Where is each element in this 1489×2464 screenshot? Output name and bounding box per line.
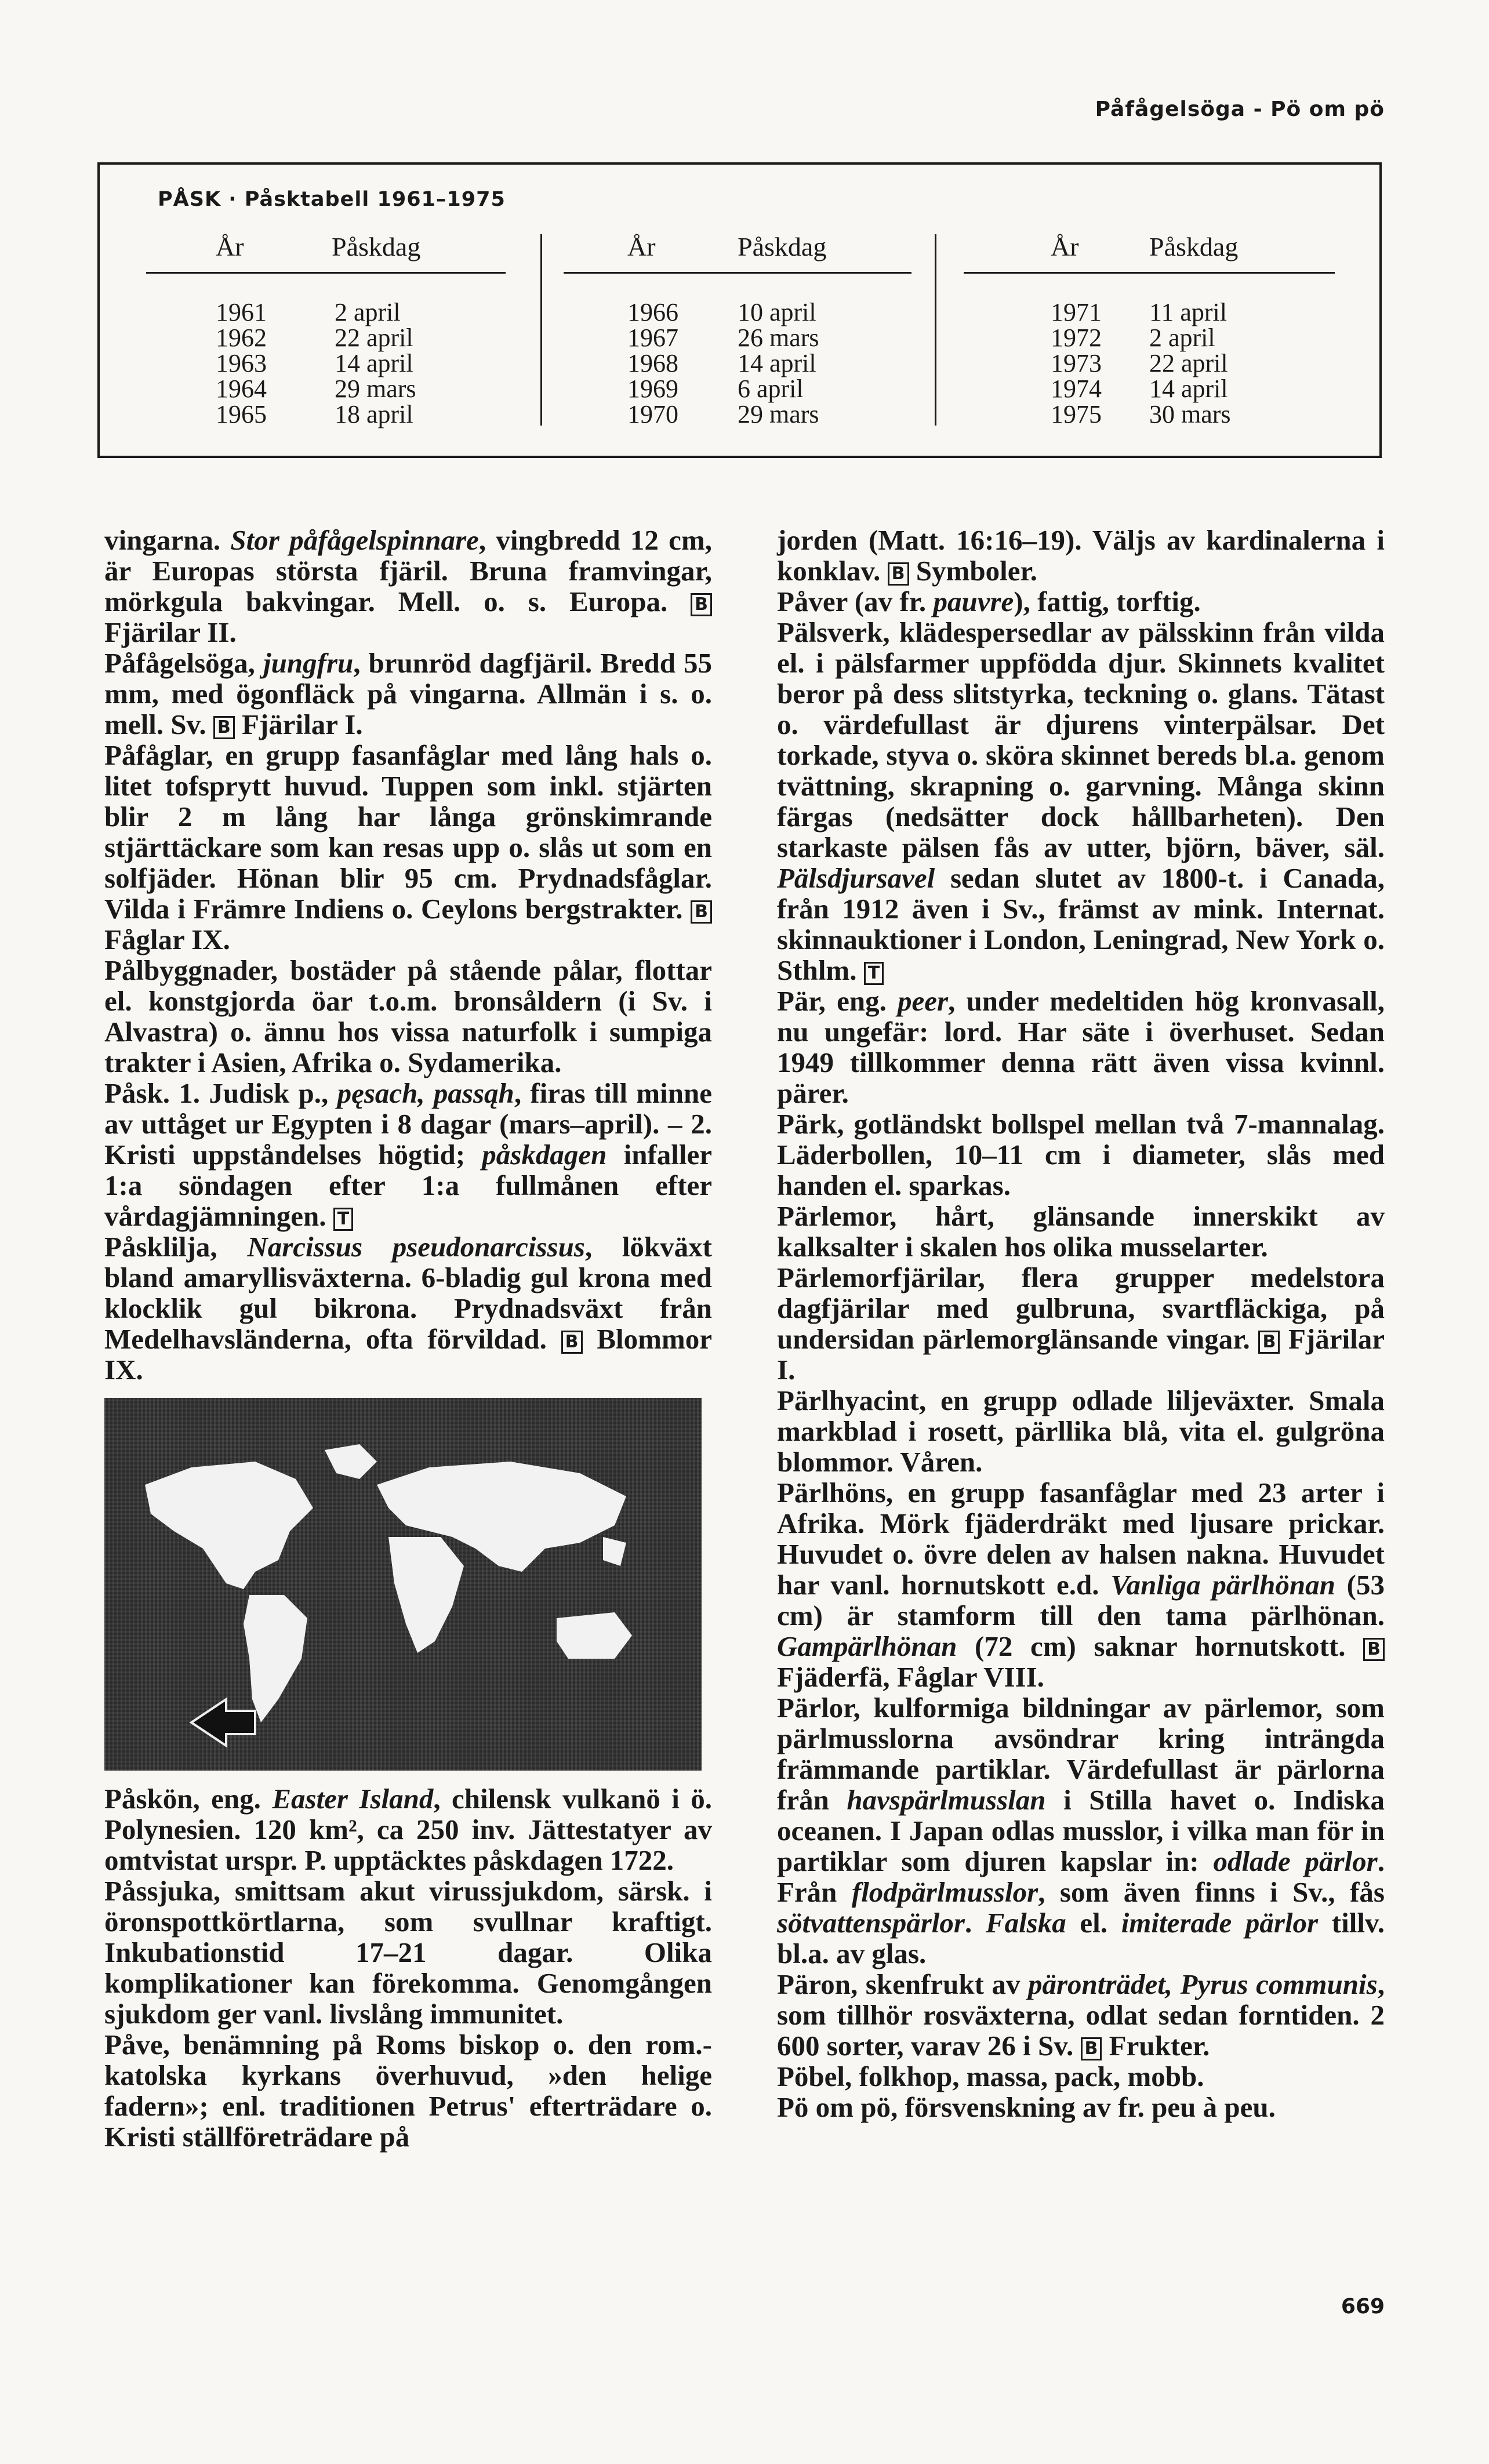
left-column [104, 525, 712, 2152]
dict-entry: Pålbyggnader, bostäder på stående pålar, flottar el. konstgjorda öar t.o.m. bronsåldern (i Sv. i Alvastra) o. ännu hos vissa naturfolk i sumpiga trakter i Asien, Afrika o. Sydamerika. [104, 954, 712, 1078]
easter-table [97, 162, 1382, 458]
dict-entry: Pärlhyacint, en grupp odlade liljeväxter. Smala markblad i rosett, pärllika blå, vita el. gulgröna blommor. Våren. [777, 1384, 1385, 1478]
table-title: PÅSK · Påsktabell 1961–1975 [158, 188, 506, 211]
dict-entry: vingarna. Stor påfågelspinnare, vingbredd 12 cm, är Europas största fjäril. Bruna framvingar, mörkgula bakvingar. Mell. o. s. Europa. B Fjärilar II. [104, 524, 712, 648]
dict-entry: Påfåglar, en grupp fasanfåglar med lång hals o. litet tofsprytt huvud. Tuppen som inkl. stjärten blir 2 m lång har långa grönskimrande stjärttäckare som kan resas upp o. slås ut som en solfjäder. Hönan blir 95 cm. Prydnadsfåglar. Vilda i Främre Indiens o. Ceylons bergstrakter. B Fåglar IX. [104, 739, 712, 955]
col-year-header: År [1051, 232, 1079, 261]
dict-entry: Pälsverk, klädespersedlar av pälsskinn från vilda el. i pälsfarmer uppfödda djur. Skinnets kvalitet beror på dess slitstyrka, teckning o. glans. Tätast o. värdefullast är djurens vinterpälsar. Det torkade, styva o. sköra skinnet bereds bl.a. genom tvättning, skrapning o. garvning. Många skinn färgas (nedsätter dock hållbarheten). Den starkaste pälsen fås av utter, björn, bäver, säl. Pälsdjursavel sedan slutet av 1800-t. i Canada, från 1912 även i Sv., främst av mink. Internat. skinnauktioner i London, Leningrad, New York o. Sthlm. T [777, 616, 1385, 986]
dict-entry: Pöbel, folkhop, massa, pack, mobb. [777, 2060, 1204, 2092]
dict-entry: Päron, skenfrukt av päronträdet, Pyrus communis, som tillhör rosväxterna, odlat sedan forntiden. 2 600 sorter, varav 26 i Sv. B Frukter. [777, 1968, 1385, 2062]
dict-entry: Pärk, gotländskt bollspel mellan två 7-mannalag. Läderbollen, 10–11 cm i diameter, slås med handen el. sparkas. [777, 1108, 1385, 1201]
table-group-1: År Påskdag 1961 2 april 1962 22 april 1963 14 april 1964 29 mars 1965 18 april [146, 231, 506, 266]
dict-entry: Påsklilja, Narcissus pseudonarcissus, lökväxt bland amaryllisväxterna. 6-bladig gul krona med klocklik gul bikrona. Prydnadsväxt från Medelhavsländerna, ofta förvildad. B Blommor IX. [104, 1231, 713, 1386]
page-number: 669 [1341, 2295, 1385, 2318]
col-date-header: Påskdag [1149, 232, 1239, 261]
dict-entry: Pärlhöns, en grupp fasanfåglar med 23 arter i Afrika. Mörk fjäderdräkt med ljusare prickar. Huvudet o. övre delen av halsen nakna. Huvudet har vanl. hornutskott e.d. Vanliga pärlhönan (53 cm) är stamform till den tama pärlhönan. Gampärlhönan (72 cm) saknar hornutskott. B Fjäderfä, Fåglar VIII. [777, 1477, 1385, 1693]
dict-entry: Påsk. 1. Judisk p., pęsach, passąh, firas till minne av uttåget ur Egypten i 8 dagar (mars–april). – 2. Kristi uppståndelses högtid; påskdagen infaller 1:a söndagen efter 1:a fullmånen efter vårdagjämningen. T [104, 1077, 712, 1232]
col-year-header: År [627, 232, 656, 261]
table-group-3: År Påskdag 1971 11 april 1972 2 april 1973 22 april 1974 14 april 1975 30 mars [964, 231, 1312, 266]
arrow-icon [191, 1699, 255, 1746]
dict-entry: Påssjuka, smittsam akut virussjukdom, särsk. i öronspottkörtlarna, som svullnar kraftigt. Inkubationstid 17–21 dagar. Olika komplikationer kan förekomma. Genomgången sjukdom ger vanl. livslång immunitet. [104, 1875, 712, 2030]
right-column [777, 525, 1385, 2123]
dict-entry: Pö om pö, försvenskning av fr. peu à peu. [777, 2091, 1276, 2123]
dict-entry: Påver (av fr. pauvre), fattig, torftig. [777, 586, 1201, 617]
col-year-header: År [216, 232, 244, 261]
dict-entry: Pärlemor, hårt, glänsande innerskikt av kalksalter i skalen hos olika musselarter. [777, 1200, 1385, 1263]
dict-entry: jorden (Matt. 16:16–19). Väljs av kardinalerna i konklav. B Symboler. [777, 524, 1385, 587]
dict-entry: Pär, eng. peer, under medeltiden hög kronvasall, nu ungefär: lord. Har säte i överhuset. Sedan 1949 tillkommer denna rätt även vissa kvinnl. pärer. [777, 985, 1385, 1109]
dict-entry: Pärlemorfjärilar, flera grupper medelstora dagfjärilar med gulbruna, svartfläckiga, på undersidan pärlemorglänsande vingar. B Fjärilar I. [777, 1262, 1385, 1386]
world-map-icon [104, 1398, 702, 1771]
table-group-2: År Påskdag 1966 10 april 1967 26 mars 1968 14 april 1969 6 april 1970 29 mars [564, 231, 911, 266]
world-map-image [104, 1398, 702, 1771]
dict-entry: Påfågelsöga, jungfru, brunröd dagfjäril. Bredd 55 mm, med ögonfläck på vingarna. Allmän i s. o. mell. Sv. B Fjärilar I. [104, 647, 712, 740]
dict-entry: Påskön, eng. Easter Island, chilensk vulkanö i ö. Polynesien. 120 km², ca 250 inv. Jättestatyer av omtvistat urspr. P. upptäcktes påskdagen 1722. [104, 1783, 713, 1876]
dict-entry: Påve, benämning på Roms biskop o. den rom.-katolska kyrkans överhuvud, »den helige fadern»; enl. traditionen Petrus' efterträdare o. Kristi ställföreträdare på [104, 2029, 712, 2153]
col-date-header: Påskdag [332, 232, 421, 261]
col-date-header: Påskdag [738, 232, 827, 261]
running-header: Påfågelsöga - Pö om pö [1095, 97, 1385, 121]
dict-entry: Pärlor, kulformiga bildningar av pärlemor, som pärlmusslorna avsöndrar kring inträngda främmande partiklar. Värdefullast är pärlorna från havspärlmusslan i Stilla havet o. Indiska oceanen. I Japan odlas musslor, i vilka man för in partiklar som djuren kapslar in: odlade pärlor. Från flodpärlmusslor, som även finns i Sv., fås sötvattenspärlor. Falska el. imiterade pärlor tillv. bl.a. av glas. [777, 1692, 1385, 1969]
